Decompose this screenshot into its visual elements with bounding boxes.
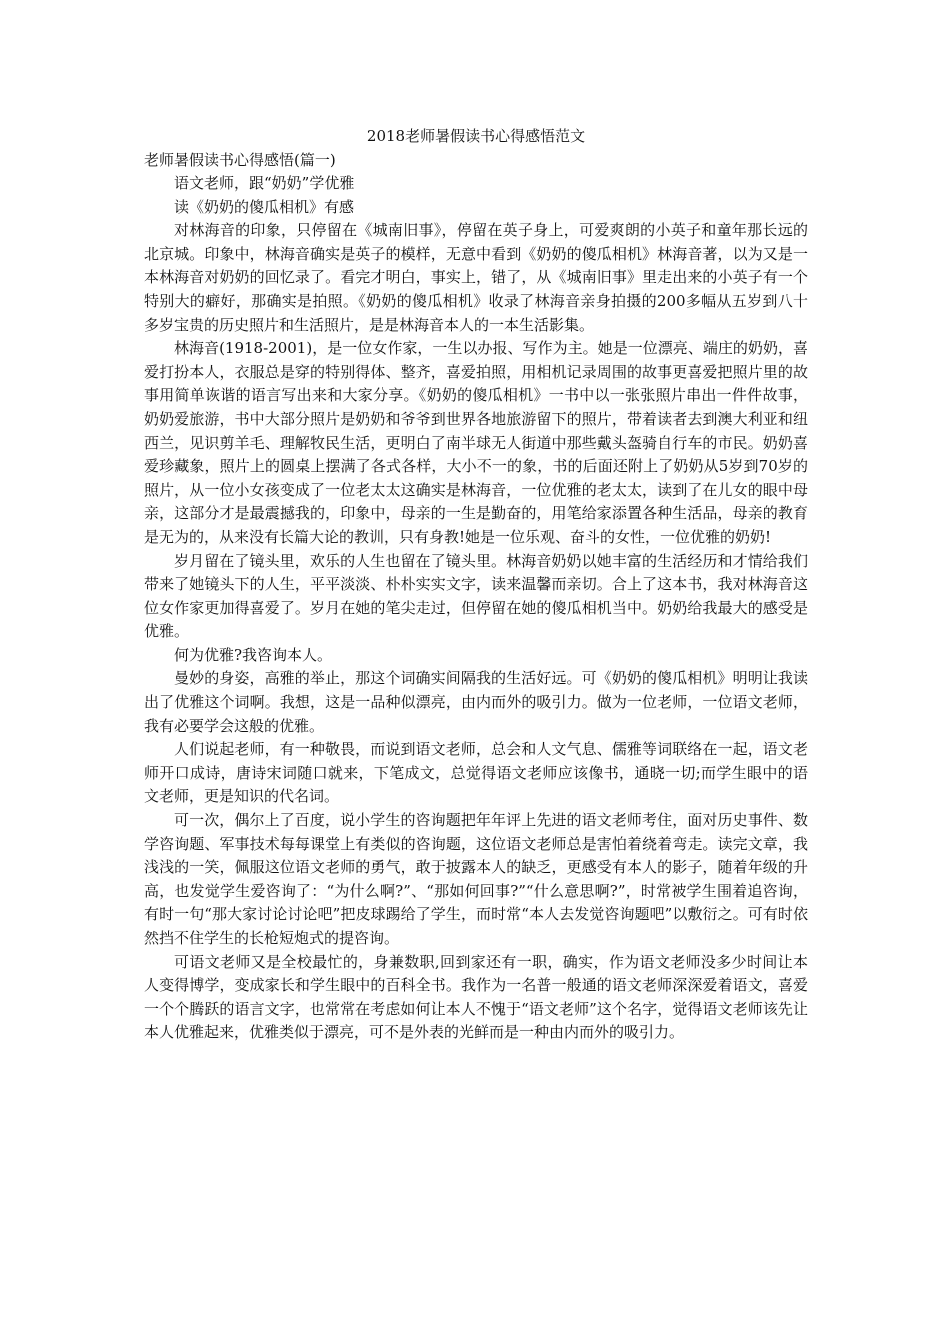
paragraph: 林海音(1918-2001)，是一位女作家，一生以办报、写作为主。她是一位漂亮、端庄的奶奶，喜爱打扮本人，衣服总是穿的特别得体、整齐，喜爱拍照，用相机记录周围的故事更喜爱把照片里的故事用简单诙谐的语言写出来和大家分享。《奶奶的傻瓜相机》一书中以一张张照片串出一件件故事，奶奶爱旅游，书中大部分照片是奶奶和爷爷到世界各地旅游留下的照片，带着读者去到澳大利亚和纽西兰，见识剪羊毛、理解牧民生活，更明白了南半球无人街道中那些戴头盔骑自行车的市民。奶奶喜爱珍藏象，照片上的圆桌上摆满了各式各样，大小不一的象，书的后面还附上了奶奶从5岁到70岁的照片，从一位小女孩变成了一位老太太这确实是林海音，一位优雅的老太太，读到了在儿女的眼中母亲，这部分才是最震撼我的，印象中，母亲的一生是勤奋的，用笔给家添置各种生活品，母亲的教育是无为的，从来没有长篇大论的教训，只有身教!她是一位乐观、奋斗的女性，一位优雅的奶奶!	[144, 339, 808, 546]
document-page	[144, 124, 808, 1045]
paragraph: 曼妙的身姿，高雅的举止，那这个词确实间隔我的生活好远。可《奶奶的傻瓜相机》明明让我读出了优雅这个词啊。我想，这是一品种似漂亮，由内而外的吸引力。做为一位老师，一位语文老师，我有必要学会这般的优雅。	[144, 669, 808, 735]
document-title: 2018老师暑假读书心得感悟范文	[366, 127, 586, 145]
section-heading: 老师暑假读书心得感悟(篇一)	[144, 151, 336, 169]
paragraph: 读《奶奶的傻瓜相机》有感	[174, 197, 355, 216]
paragraph: 何为优雅?我咨询本人。	[174, 645, 333, 664]
paragraph: 语文老师，跟“奶奶”学优雅	[174, 174, 355, 192]
paragraph: 对林海音的印象，只停留在《城南旧事》，停留在英子身上，可爱爽朗的小英子和童年那长远的北京城。印象中，林海音确实是英子的模样，无意中看到《奶奶的傻瓜相机》林海音著，以为又是一本林海音对奶奶的回忆录了。看完才明白，事实上，错了，从《城南旧事》里走出来的小英子有一个特别大的癖好，那确实是拍照。《奶奶的傻瓜相机》收录了林海音亲身拍摄的200多幅从五岁到八十多岁宝贵的历史照片和生活照片，是是林海音本人的一本生活影集。	[144, 221, 808, 334]
paragraph: 可语文老师又是全校最忙的，身兼数职,回到家还有一职，确实，作为语文老师没多少时间让本人变得博学，变成家长和学生眼中的百科全书。我作为一名普一般通的语文老师深深爱着语文，喜爱一个个腾跃的语言文字，也常常在考虑如何让本人不愧于“语文老师”这个名字，觉得语文老师该先让本人优雅起来，优雅类似于漂亮，可不是外表的光鲜而是一种由内而外的吸引力。	[144, 952, 808, 1042]
paragraph: 人们说起老师，有一种敬畏，而说到语文老师，总会和人文气息、儒雅等词联络在一起，语文老师开口成诗，唐诗宋词随口就来，下笔成文，总觉得语文老师应该像书，通晓一切;而学生眼中的语文老师，更是知识的代名词。	[144, 740, 808, 806]
paragraph: 可一次，偶尔上了百度，说小学生的咨询题把年年评上先进的语文老师考住，面对历史事件、数学咨询题、军事技术每每课堂上有类似的咨询题，这位语文老师总是害怕着绕着弯走。读完文章，我浅浅的一笑，佩服这位语文老师的勇气，敢于披露本人的缺乏，更感受有本人的影子，随着年级的升高，也发觉学生爱咨询了：“为什么啊?”、“那如何回事?”“什么意思啊?”，时常被学生围着追咨询，有时一句“那大家讨论讨论吧”把皮球踢给了学生，而时常“本人去发觉咨询题吧”以敷衍之。可有时依然挡不住学生的长枪短炮式的提咨询。	[144, 811, 808, 947]
paragraph: 岁月留在了镜头里，欢乐的人生也留在了镜头里。林海音奶奶以她丰富的生活经历和才情给我们带来了她镜头下的人生，平平淡淡、朴朴实实文字，读来温馨而亲切。合上了这本书，我对林海音这位女作家更加得喜爱了。岁月在她的笔尖走过，但停留在她的傻瓜相机当中。奶奶给我最大的感受是优雅。	[144, 551, 808, 641]
